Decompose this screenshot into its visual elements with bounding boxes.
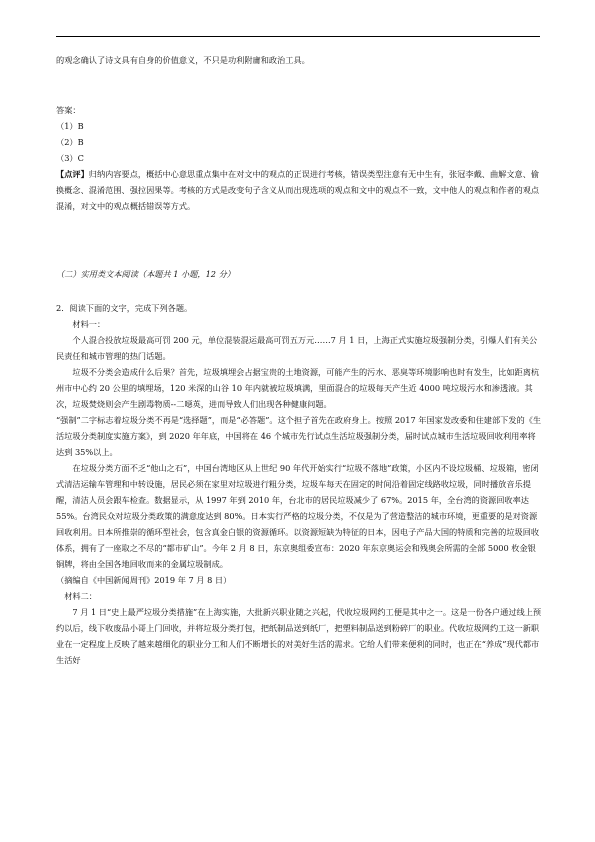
material2-label: 材料二： <box>64 591 97 601</box>
answer-label: 答案： <box>56 105 81 115</box>
answer-item-2: （2）B <box>56 137 84 147</box>
material1-paragraph-4: 在垃圾分类方面不乏“他山之石”，中国台湾地区从上世纪 90 年代开始实行“垃圾不落地”政策，小区内不设垃圾桶、垃圾箱，密闭式清洁运输车管理和中转设施，居民必须在家里对垃圾进行粗分类，垃圾车每天在固定的时间沿着固定线路收垃圾，同时播放音乐提醒，清洁人员会跟车检查。数据显示，从 1997 年到 2010 年，台北市的居民垃圾减少了 67%。2015 年，全台湾的资源回收率达 55%。台湾民众对垃圾分类政策的满意度达到 80%。日本实行严格的垃圾分类，不仅是为了营造整洁的城市环境，更重要的是对资源回收利用。日本所推崇的循环型社会，包含真金白银的资源循环。以资源短缺为特征的日本，因电子产品大国的特质和完善的垃圾回收体系，拥有了一座取之不尽的“都市矿山”。今年 2 月 8 日，东京奥组委宣布：2020 年东京奥运会和残奥会所需的全部 5000 枚金银铜牌，将由全国各地回收而来的金属垃圾制成。 <box>56 463 540 569</box>
comment-paragraph <box>56 166 542 214</box>
material1-paragraph-2: 垃圾不分类会造成什么后果？首先，垃圾填埋会占据宝贵的土地资源，可能产生的污水、恶臭等环境影响也时有发生，比如距离杭州市中心约 20 公里的填埋场，120 米深的山谷 10 年内就被垃圾填满，里面混合的垃圾每天产生近 4000 吨垃圾污水和渗透液。其次，垃圾焚烧则会产生剧毒物质--二噁英，进而导致人们出现各种健康问题。 <box>56 367 540 409</box>
answer-item-1: （1）B <box>56 121 84 131</box>
document-body <box>56 52 542 668</box>
material1-label: 材料一： <box>72 319 106 329</box>
comment-tag: 【点评】 <box>56 169 89 179</box>
answer-item-3: （3）C <box>56 153 84 163</box>
comment-text: 归纳内容要点，概括中心意思重点集中在对文中的观点的正误进行考核，错误类型注意有无中生有，张冠李戴、曲解文意、偷换概念、混淆范围、强拉因果等。考核的方式是改变句子含义从而出现选项的观点和文中的观点不一致，文中他人的观点和作者的观点混淆，对文中的观点概括错误等方式。 <box>56 169 540 211</box>
question-block <box>56 300 542 668</box>
material2-paragraph-1: 7 月 1 日“史上最严垃圾分类措施”在上海实施，大批新兴职业随之兴起，代收垃圾网约工便是其中之一。这是一份各户通过线上预约以后，线下收废品小哥上门回收，并将垃圾分类打包，把纸制品送到纸厂，把塑料制品送到粉碎厂的职业。代收垃圾网约工这一新职业在一定程度上反映了越来越细化的职业分工和人们不断增长的对美好生活的需求。它给人们带来便利的同时，也正在“养成”现代都市生活好 <box>56 607 542 665</box>
material1-paragraph-3: “强制”二字标志着垃圾分类不再是“选择题”，而是“必答题”。这个担子首先在政府身上。按照 2017 年国家发改委和住建部下发的《生活垃圾分类制度实施方案》，到 2020 年年底，中国将在 46 个城市先行试点生活垃圾强制分类，届时试点城市生活垃圾回收利用率将达到 35%以上。 <box>56 415 542 457</box>
previous-answer-tail: 的观念确认了诗文具有自身的价值意义，不只是功利附庸和政治工具。 <box>56 55 310 65</box>
question-stem: 2．阅读下面的文字，完成下列各题。 <box>56 303 193 313</box>
answer-block <box>56 102 542 214</box>
section-title: （二）实用类文本阅读（本题共 1 小题，12 分） <box>56 269 235 279</box>
material1-source: （摘编自《中国新闻周刊》2019 年 7 月 8 日） <box>56 575 232 585</box>
material1-paragraph-1: 个人混合投放垃圾最高可罚 200 元，单位混装混运最高可罚五万元……7 月 1 日，上海正式实施垃圾强制分类，引爆人们有关公民责任和城市管理的热门话题。 <box>56 335 538 361</box>
header-rule <box>56 36 540 37</box>
